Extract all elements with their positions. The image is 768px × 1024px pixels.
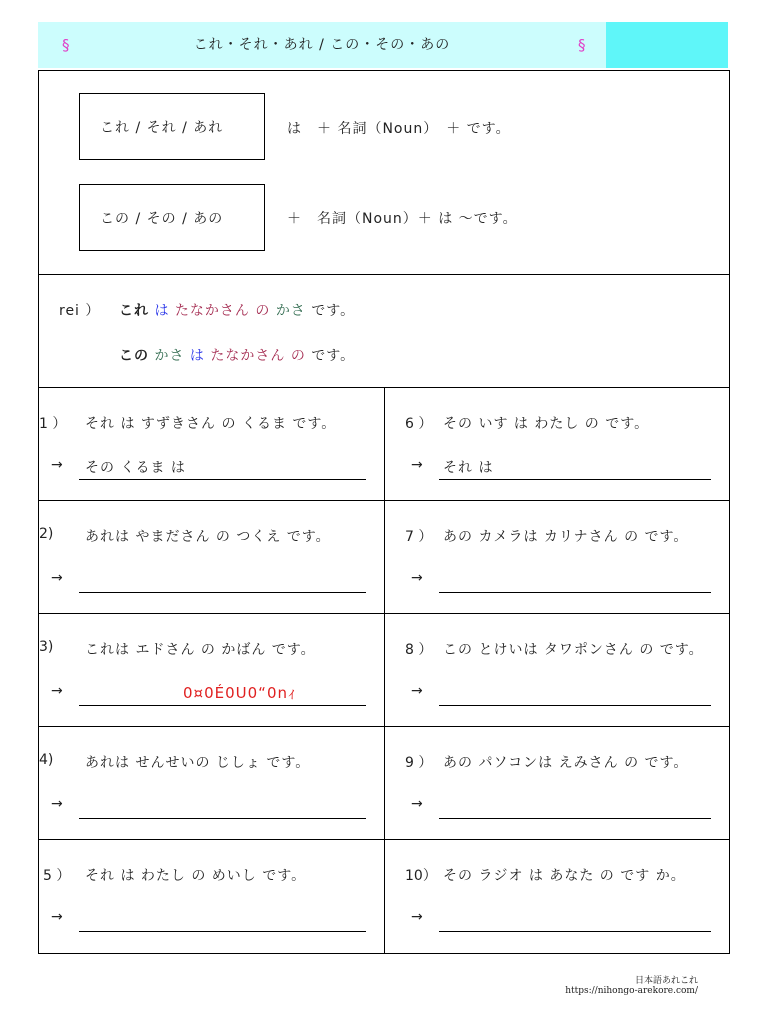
question-number-2: 2) [39,526,54,542]
arrow-icon: → [51,683,63,699]
answer-value-6: それ は [443,460,494,476]
answer-field-7[interactable] [439,572,711,593]
question-text-8: この とけいは タワポンさん の です。 [443,642,704,658]
ex1-demonstrative: これ [119,303,149,319]
ex2-noun: かさ [154,348,185,364]
question-number-7: 7 ） [405,529,433,545]
ex2-desu: です。 [311,348,356,364]
ex1-no: の [255,303,271,319]
question-text-9: あの パソコンは えみさん の です。 [443,755,689,771]
arrow-icon: → [51,457,63,473]
question-text-10: その ラジオ は あなた の です か。 [443,868,686,884]
pattern-box-kono: この / その / あの [79,184,265,251]
arrow-icon: → [411,457,423,473]
question-number-10: 10） [405,868,437,884]
example-sentence-1 [119,300,355,320]
ex2-owner: たなかさん [210,348,286,364]
question-number-1: 1 ） [39,416,67,432]
pattern-formula-kore: は ＋ 名詞（Noun） ＋ です。 [287,121,511,137]
divider-grammar [39,274,729,275]
header-accent-block [606,22,728,68]
pattern-box-kore: これ / それ / あれ [79,93,265,160]
question-number-5: 5 ） [43,868,71,884]
worksheet-table [38,70,730,954]
worksheet-title: これ・それ・あれ / この・その・あの [193,37,451,53]
question-number-6: 6 ） [405,416,433,432]
arrow-icon: → [51,796,63,812]
pattern-formula-kono: ＋ 名詞（Noun）＋ は ～です。 [287,211,518,227]
ex1-desu: です。 [311,303,356,319]
answer-field-5[interactable] [79,911,366,932]
answer-field-10[interactable] [439,911,711,932]
ex2-no: の [290,348,306,364]
answer-field-2[interactable] [79,572,366,593]
footer-credit [565,976,698,996]
answer-field-8[interactable] [439,685,711,706]
question-text-7: あの カメラは カリナさん の です。 [443,529,689,545]
arrow-icon: → [411,796,423,812]
question-number-8: 8 ） [405,642,433,658]
arrow-icon: → [51,570,63,586]
arrow-icon: → [51,909,63,925]
example-sentence-2 [119,345,355,365]
question-text-6: その いす は わたし の です。 [443,416,650,432]
section-mark-left: § [62,36,70,54]
question-number-3: 3) [39,639,54,655]
question-text-2: あれは やまださん の つくえ です。 [85,529,331,545]
ex1-noun: かさ [275,303,306,319]
answer-value-3: 0¤0É0U0“0nｨ [183,684,297,702]
ex2-demonstrative: この [119,348,149,364]
question-text-3: これは エドさん の かばん です。 [85,642,316,658]
question-text-5: それ は わたし の めいし です。 [85,868,307,884]
example-label: rei ） [59,303,101,319]
question-number-9: 9 ） [405,755,433,771]
answer-value-1: その くるま は [85,460,186,476]
question-number-4: 4) [39,752,54,768]
footer-url[interactable]: https://nihongo-arekore.com/ [565,986,698,996]
question-text-4: あれは せんせいの じしょ です。 [85,755,311,771]
arrow-icon: → [411,570,423,586]
ex2-particle: は [189,348,205,364]
question-text-1: それ は すずきさん の くるま です。 [85,416,337,432]
arrow-icon: → [411,909,423,925]
footer-brand: 日本語あれこれ [634,976,698,986]
answer-field-9[interactable] [439,798,711,819]
section-mark-right: § [578,36,586,54]
ex1-owner: たなかさん [174,303,250,319]
arrow-icon: → [411,683,423,699]
worksheet-header [38,22,728,68]
column-divider [384,387,385,953]
answer-field-4[interactable] [79,798,366,819]
ex1-particle: は [154,303,170,319]
